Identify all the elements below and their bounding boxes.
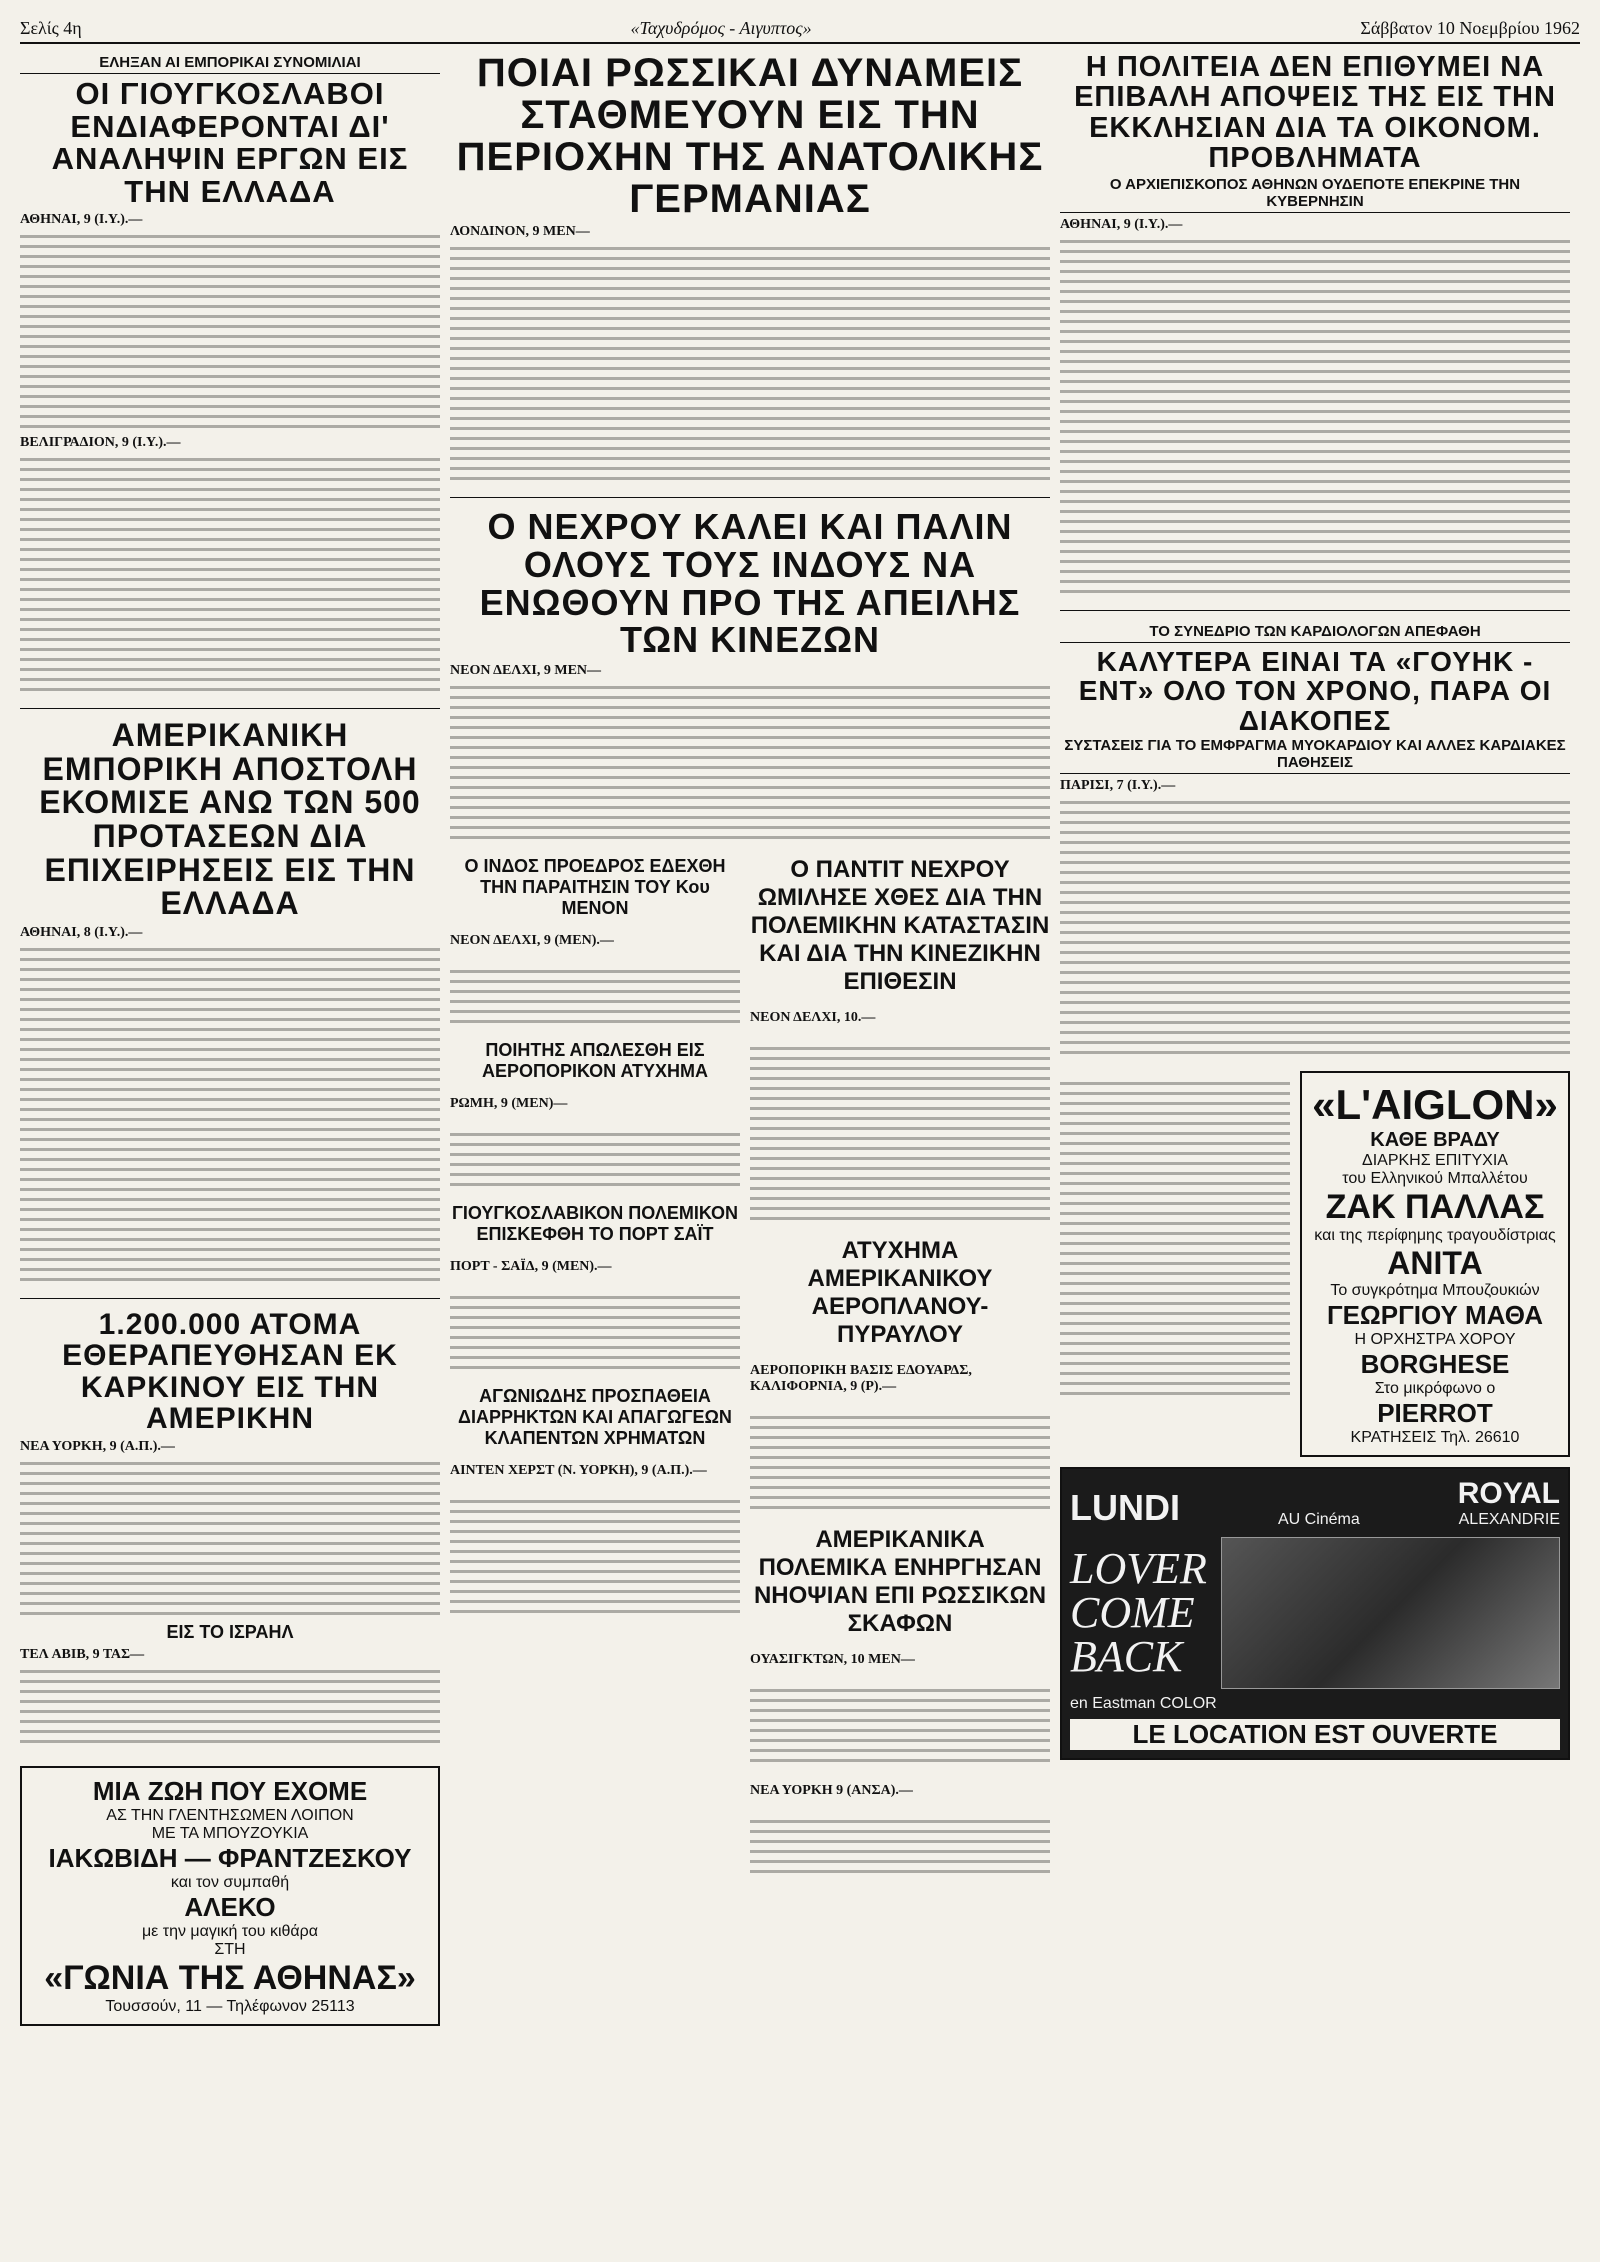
soviet-headline: ΠΟΙΑΙ ΡΩΣΣΙΚΑΙ ΔΥΝΑΜΕΙΣ ΣΤΑΘΜΕΥΟΥΝ ΕΙΣ ΤΗΝ ΠΕΡΙΟΧΗΝ ΤΗΣ ΑΝΑΤΟΛΙΚΗΣ ΓΕΡΜΑΝΙΑΣ — [456, 51, 1044, 221]
royal-venue: ROYAL — [1457, 1476, 1560, 1510]
cardio-body — [1060, 801, 1570, 1054]
aiglon-line1: ΔΙΑΡΚΗΣ ΕΠΙΤΥΧΙΑ — [1362, 1151, 1508, 1169]
film-poster-image — [1221, 1537, 1560, 1689]
ship-headline: ΓΙΟΥΓΚΟΣΛΑΒΙΚΟΝ ΠΟΛΕΜΙΚΟΝ ΕΠΙΣΚΕΦΘΗ ΤΟ ΠΟΡΤ ΣΑΪΤ — [452, 1203, 738, 1245]
poet-headline: ΠΟΙΗΤΗΣ ΑΠΩΛΕΣΘΗ ΕΙΣ ΑΕΡΟΠΟΡΙΚΟΝ ΑΤΥΧΗΜΑ — [481, 1040, 709, 1082]
kidnap-body — [450, 1493, 740, 1620]
aiglon-orch: Η ΟΡΧΗΣΤΡΑ ΧΟΡΟΥ — [1354, 1330, 1516, 1348]
royal-film-c: BACK — [1070, 1631, 1183, 1681]
cardio-headline: ΚΑΛΥΤΕΡΑ ΕΙΝΑΙ ΤΑ «ΓΟΥΗΚ - ΕΝΤ» ΟΛΟ ΤΟΝ ΧΡΟΝΟ, ΠΑΡΑ ΟΙ ΔΙΑΚΟΠΕΣ — [1078, 645, 1552, 736]
aiglon-every: ΚΑΘΕ ΒΡΑΔΥ — [1370, 1128, 1500, 1151]
warships-headline: ΑΜΕΡΙΚΑΝΙΚΑ ΠΟΛΕΜΙΚΑ ΕΝΗΡΓΗΣΑΝ ΝΗΟΨΙΑΝ ΕΠΙ ΡΩΣΣΙΚΩΝ ΣΚΑΦΩΝ — [753, 1526, 1047, 1638]
aiglon-line3: και της περίφημης τραγουδίστριας — [1314, 1226, 1556, 1244]
royal-footer: LE LOCATION EST OUVERTE — [1070, 1719, 1560, 1750]
kidnap-headline: ΑΓΩΝΙΩΔΗΣ ΠΡΟΣΠΑΘΕΙΑ ΔΙΑΡΡΗΚΤΩΝ ΚΑΙ ΑΠΑΓΩΓΕΩΝ ΚΛΑΠΕΝΤΩΝ ΧΡΗΜΑΤΩΝ — [458, 1386, 732, 1449]
menon-dateline: ΝΕΟΝ ΔΕΛΧΙ, 9 (ΜΕΝ).— — [450, 933, 614, 949]
aiglon-phone: ΚΡΑΤΗΣΕΙΣ Τηλ. 26610 — [1350, 1428, 1520, 1446]
cardio-sub: ΣΥΣΤΑΣΕΙΣ ΓΙΑ ΤΟ ΕΜΦΡΑΓΜΑ ΜΥΟΚΑΡΔΙΟΥ ΚΑΙ ΑΛΛΕΣ ΚΑΡΔΙΑΚΕΣ ΠΑΘΗΣΕΙΣ — [1060, 735, 1570, 774]
royal-area: ALEXANDRIE — [1458, 1510, 1560, 1528]
taverna-guitar: με την μαγική του κιθάρα — [141, 1922, 319, 1940]
cardio-body-b — [1060, 1075, 1290, 1402]
royal-film-a: LOVER — [1070, 1543, 1207, 1593]
cancer-dateline: ΝΕΑ ΥΟΡΚΗ, 9 (Α.Π.).— — [20, 1438, 175, 1454]
aiglon-star3: ΓΕΩΡΓΙΟΥ ΜΑΘΑ — [1326, 1299, 1544, 1330]
aiglon-star1: ΖΑΚ ΠΑΛΛΑΣ — [1325, 1187, 1545, 1226]
royal-film-b: COME — [1070, 1587, 1195, 1637]
missile-dateline: ΑΕΡΟΠΟΡΙΚΗ ΒΑΣΙΣ ΕΔΟΥΑΡΔΣ, ΚΑΛΙΦΟΡΝΙΑ, 9 (Ρ).— — [750, 1363, 972, 1395]
poet-dateline: ΡΩΜΗ, 9 (ΜΕΝ)— — [450, 1096, 568, 1112]
taverna-line1: ΑΣ ΤΗΝ ΓΛΕΝΤΗΣΩΜΕΝ ΛΟΙΠΟΝ — [106, 1806, 354, 1824]
cancer-headline: 1.200.000 ΑΤΟΜΑ ΕΘΕΡΑΠΕΥΘΗΣΑΝ ΕΚ ΚΑΡΚΙΝΟΥ ΕΙΣ ΤΗΝ ΑΜΕΡΙΚΗΝ — [62, 1307, 398, 1436]
nehru-body — [450, 686, 1050, 839]
taverna-address: Τουσσούν, 11 — Τηλέφωνον 25113 — [105, 1997, 355, 2015]
aiglon-ad — [1300, 1071, 1570, 1457]
pandit-dateline: ΝΕΟΝ ΔΕΛΧΙ, 10.— — [750, 1010, 876, 1026]
mission-dateline: ΑΘΗΝΑΙ, 8 (Ι.Υ.).— — [20, 924, 143, 940]
kidnap-dateline: ΑΙΝΤΕΝ ΧΕΡΣΤ (Ν. ΥΟΡΚΗ), 9 (Α.Π.).— — [450, 1463, 707, 1479]
menon-body — [450, 963, 740, 1030]
trade-body — [20, 235, 440, 428]
cardio-dateline: ΠΑΡΙΣΙ, 7 (Ι.Υ.).— — [1060, 777, 1176, 793]
royal-cinema: AU Cinéma — [1277, 1510, 1360, 1528]
soviet-article — [450, 52, 1050, 487]
royal-ad — [1060, 1467, 1570, 1760]
trade-dateline-b: ΒΕΛΙΓΡΑΔΙΟΝ, 9 (Ι.Υ.).— — [20, 435, 181, 451]
poet-body — [450, 1126, 740, 1193]
issue-date: Σάββατον 10 Νοεμβρίου 1962 — [1360, 17, 1580, 38]
taverna-at: ΣΤΗ — [214, 1940, 246, 1958]
taverna-top: ΜΙΑ ΖΩΗ ΠΟΥ ΕΧΟΜΕ — [92, 1775, 368, 1806]
missile-headline: ΑΤΥΧΗΜΑ ΑΜΕΡΙΚΑΝΙΚΟΥ ΑΕΡΟΠΛΑΝΟΥ-ΠΥΡΑΥΛΟΥ — [807, 1237, 993, 1349]
trade-article — [20, 52, 440, 698]
mission-body — [20, 948, 440, 1281]
nehru-headline: Ο ΝΕΧΡΟΥ ΚΑΛΕΙ ΚΑΙ ΠΑΛΙΝ ΟΛΟΥΣ ΤΟΥΣ ΙΝΔΟΥΣ ΝΑ ΕΝΩΘΟΥΝ ΠΡΟ ΤΗΣ ΑΠΕΙΛΗΣ ΤΩΝ ΚΙΝΕΖΩΝ — [479, 506, 1021, 661]
trade-dateline: ΑΘΗΝΑΙ, 9 (Ι.Υ.).— — [20, 212, 143, 228]
nehru-dateline: ΝΕΟΝ ΔΕΛΧΙ, 9 ΜΕΝ— — [450, 663, 602, 679]
page-number: Σελίς 4η — [20, 17, 82, 38]
aiglon-name: «L'AIGLON» — [1312, 1080, 1558, 1128]
menon-headline: Ο ΙΝΔΟΣ ΠΡΟΕΔΡΟΣ ΕΔΕΧΘΗ ΤΗΝ ΠΑΡΑΙΤΗΣΙΝ ΤΟΥ Κου ΜΕΝΟΝ — [464, 856, 726, 919]
mission-headline: ΑΜΕΡΙΚΑΝΙΚΗ ΕΜΠΟΡΙΚΗ ΑΠΟΣΤΟΛΗ ΕΚΟΜΙΣΕ ΑΝΩ ΤΩΝ 500 ΠΡΟΤΑΣΕΩΝ ΔΙΑ ΕΠΙΧΕΙΡΗΣΕΙΣ ΕΙΣ ΤΗΝ ΕΛΛΑΔΑ — [39, 717, 421, 922]
aiglon-line2: του Ελληνικού Μπαλλέτου — [1342, 1169, 1528, 1187]
israel-headline: ΕΙΣ ΤΟ ΙΣΡΑΗΛ — [166, 1621, 294, 1642]
church-dateline: ΑΘΗΝΑΙ, 9 (Ι.Υ.).— — [1060, 216, 1183, 232]
soviet-body — [450, 247, 1050, 480]
israel-body — [20, 1670, 440, 1743]
aiglon-orch-name: BORGHESE — [1360, 1348, 1510, 1379]
royal-day: LUNDI — [1070, 1486, 1180, 1528]
nehru-article — [450, 508, 1050, 846]
church-headline: Η ΠΟΛΙΤΕΙΑ ΔΕΝ ΕΠΙΘΥΜΕΙ ΝΑ ΕΠΙΒΑΛΗ ΑΠΟΨΕΙΣ ΤΗΣ ΕΙΣ ΤΗΝ ΕΚΚΛΗΣΙΑΝ ΔΙΑ ΤΑ ΟΙΚΟΝΟΜ. ΠΡΟΒΛΗΜΑΤΑ — [1074, 51, 1556, 175]
church-article — [1060, 52, 1570, 600]
cardio-article — [1060, 621, 1570, 1061]
aiglon-singer: PIERROT — [1377, 1397, 1493, 1428]
aiglon-star2: ΑΝΙΤΑ — [1387, 1244, 1483, 1281]
mission-article — [20, 719, 440, 1288]
cancer-body — [20, 1462, 440, 1615]
taverna-place: «ΓΩΝΙΑ ΤΗΣ ΑΘΗΝΑΣ» — [44, 1958, 416, 1997]
cardio-kicker: ΤΟ ΣΥΝΕΔΡΙΟ ΤΩΝ ΚΑΡΔΙΟΛΟΓΩΝ ΑΠΕΦΑΘΗ — [1060, 621, 1570, 643]
trade-body-b — [20, 458, 440, 691]
warships-body — [750, 1682, 1050, 1769]
taverna-names: ΙΑΚΩΒΙΔΗ — ΦΡΑΝΤΖΕΣΚΟΥ — [48, 1842, 412, 1873]
cancer-article — [20, 1309, 440, 1750]
ship-body — [450, 1289, 740, 1376]
newspaper-page — [20, 14, 1580, 2232]
ship-dateline: ΠΟΡΤ - ΣΑΪΔ, 9 (ΜΕΝ).— — [450, 1259, 612, 1275]
israel-dateline: ΤΕΛ ΑΒΙΒ, 9 ΤΑΣ— — [20, 1646, 145, 1662]
trade-headline: ΟΙ ΓΙΟΥΓΚΟΣΛΑΒΟΙ ΕΝΔΙΑΦΕΡΟΝΤΑΙ ΔΙ' ΑΝΑΛΗΨΙΝ ΕΡΓΩΝ ΕΙΣ ΤΗΝ ΕΛΛΑΔΑ — [51, 76, 409, 209]
church-sub: Ο ΑΡΧΙΕΠΙΣΚΟΠΟΣ ΑΘΗΝΩΝ ΟΥΔΕΠΟΤΕ ΕΠΕΚΡΙΝΕ ΤΗΝ ΚΥΒΕΡΝΗΣΙΝ — [1060, 174, 1570, 213]
warships-body-b — [750, 1813, 1050, 1880]
masthead — [20, 14, 1580, 44]
pandit-body — [750, 1040, 1050, 1227]
taverna-ad — [20, 1766, 440, 2026]
taverna-alekos: ΑΛΕΚΟ — [184, 1891, 276, 1922]
pandit-headline: Ο ΠΑΝΤΙΤ ΝΕΧΡΟΥ ΩΜΙΛΗΣΕ ΧΘΕΣ ΔΙΑ ΤΗΝ ΠΟΛΕΜΙΚΗΝ ΚΑΤΑΣΤΑΣΙΝ ΚΑΙ ΔΙΑ ΤΗΝ ΚΙΝΕΖΙΚΗΝ ΕΠΙΘΕΣΙΝ — [750, 856, 1050, 996]
aiglon-line4: Το συγκρότημα Μπουζουκιών — [1330, 1281, 1540, 1299]
royal-process: en Eastman COLOR — [1070, 1694, 1217, 1712]
warships-dateline: ΟΥΑΣΙΓΚΤΩΝ, 10 ΜΕΝ— — [750, 1652, 915, 1668]
trade-kicker: ΕΛΗΞΑΝ ΑΙ ΕΜΠΟΡΙΚΑΙ ΣΥΝΟΜΙΛΙΑΙ — [20, 52, 440, 74]
warships-dateline-b: ΝΕΑ ΥΟΡΚΗ 9 (ΑΝΣΑ).— — [750, 1783, 913, 1799]
soviet-dateline: ΛΟΝΔΙΝΟΝ, 9 ΜΕΝ— — [450, 224, 590, 239]
taverna-and: και τον συμπαθή — [170, 1873, 290, 1891]
church-body — [1060, 240, 1570, 593]
aiglon-micro: Στο μικρόφωνο ο — [1374, 1379, 1496, 1397]
paper-name: «Ταχυδρόμος - Αιγυπτος» — [630, 17, 812, 38]
taverna-line2: ΜΕ ΤΑ ΜΠΟΥΖΟΥΚΙΑ — [151, 1824, 309, 1842]
missile-body — [750, 1409, 1050, 1516]
